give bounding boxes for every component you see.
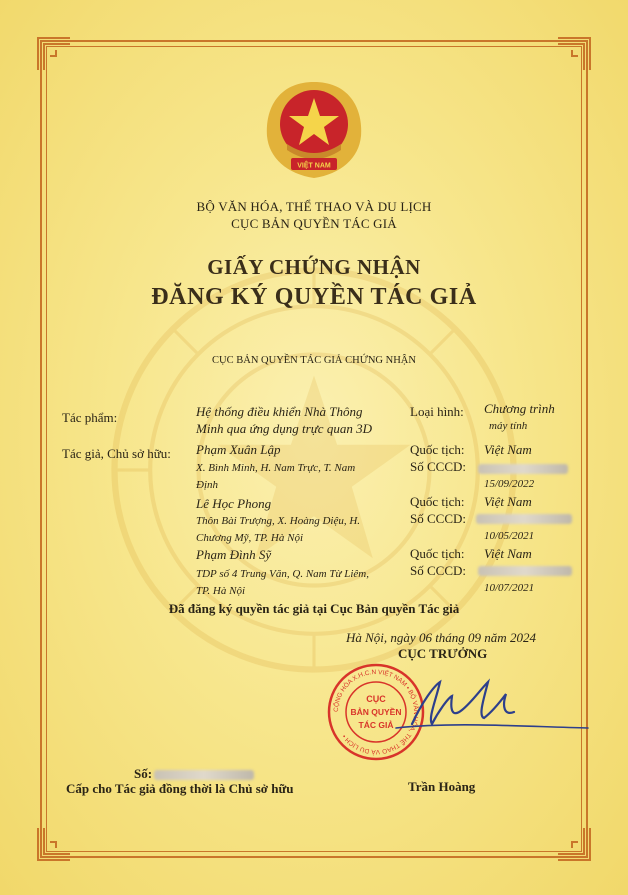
stamp-line2: BẢN QUYỀN [350, 707, 402, 717]
certificate-number-label: Số: [134, 766, 153, 781]
authors-label: Tác giả, Chủ sở hữu: [62, 446, 171, 461]
author-1-address-line1: X. Bình Minh, H. Nam Trực, T. Nam [196, 462, 356, 474]
certifier-line: CỤC BẢN QUYỀN TÁC GIẢ CHỨNG NHẬN [212, 355, 416, 366]
work-name-line1: Hệ thống điều khiển Nhà Thông [196, 404, 363, 419]
author-2-id-date: 10/05/2021 [484, 530, 535, 542]
author-3-id-label: Số CCCD: [410, 563, 466, 578]
author-1-nationality-label: Quốc tịch: [410, 442, 465, 457]
corner-ornament-bottom-right [556, 826, 592, 862]
stamp-ring-text: CỘNG HÒA X.H.C.N VIỆT NAM • BỘ VĂN HÓA, THỂ THAO VÀ DU LỊCH • [332, 668, 420, 756]
author-3-id-date: 10/07/2021 [484, 582, 535, 594]
author-1-id-label: Số CCCD: [410, 459, 466, 474]
certificate-number-redacted [154, 770, 254, 780]
author-1-id-redacted [478, 464, 568, 474]
corner-ornament-top-left [36, 36, 72, 72]
author-1-address-line2: Định [196, 479, 218, 491]
work-type-line2: máy tính [489, 420, 528, 432]
author-2-nationality: Việt Nam [484, 494, 532, 509]
author-1-id-date: 15/09/2022 [484, 478, 535, 490]
work-label: Tác phẩm: [62, 410, 118, 425]
corner-ornament-bottom-left [36, 826, 72, 862]
issued-to-line: Cấp cho Tác giả đồng thời là Chủ sở hữu [66, 781, 294, 796]
emblem-banner-text: VIỆT NAM [297, 162, 331, 170]
work-type-line1: Chương trình [484, 401, 555, 416]
author-3-address-line2: TP. Hà Nội [196, 585, 246, 597]
author-1-nationality: Việt Nam [484, 442, 532, 457]
ministry-name: BỘ VĂN HÓA, THỂ THAO VÀ DU LỊCH [196, 199, 432, 214]
stamp-line3: TÁC GIẢ [358, 720, 394, 730]
corner-ornament-top-right [556, 36, 592, 72]
national-emblem-icon [257, 78, 371, 184]
author-3-nationality-label: Quốc tịch: [410, 546, 465, 561]
handwritten-signature [392, 672, 592, 744]
certificate-title-line2: ĐĂNG KÝ QUYỀN TÁC GIẢ [151, 284, 477, 310]
author-2-address-line1: Thôn Bài Trượng, X. Hoàng Diệu, H. [196, 515, 361, 527]
author-2-address-line2: Chương Mỹ, TP. Hà Nội [196, 532, 304, 544]
work-name-line2: Minh qua ứng dụng trực quan 3D [196, 421, 372, 436]
work-type-label: Loại hình: [410, 404, 464, 419]
department-name: CỤC BẢN QUYỀN TÁC GIẢ [231, 216, 397, 231]
stamp-line1: CỤC [366, 694, 386, 704]
author-3-id-redacted [478, 566, 572, 576]
author-2-nationality-label: Quốc tịch: [410, 494, 465, 509]
author-3-address-line1: TDP số 4 Trung Văn, Q. Nam Từ Liêm, [196, 568, 369, 580]
registered-statement: Đã đăng ký quyền tác giả tại Cục Bản quyền Tác giả [168, 601, 460, 616]
place-date: Hà Nội, ngày 06 tháng 09 năm 2024 [346, 630, 536, 645]
certificate-title-line1: GIẤY CHỨNG NHẬN [207, 255, 421, 279]
author-2-name: Lê Học Phong [196, 496, 272, 511]
author-1-name: Phạm Xuân Lập [196, 442, 281, 457]
author-2-id-redacted [476, 514, 572, 524]
signer-name: Trần Hoàng [408, 779, 476, 794]
signer-title: CỤC TRƯỞNG [398, 646, 488, 661]
author-3-name: Phạm Đình Sỹ [196, 547, 272, 562]
author-3-nationality: Việt Nam [484, 546, 532, 561]
author-2-id-label: Số CCCD: [410, 511, 466, 526]
